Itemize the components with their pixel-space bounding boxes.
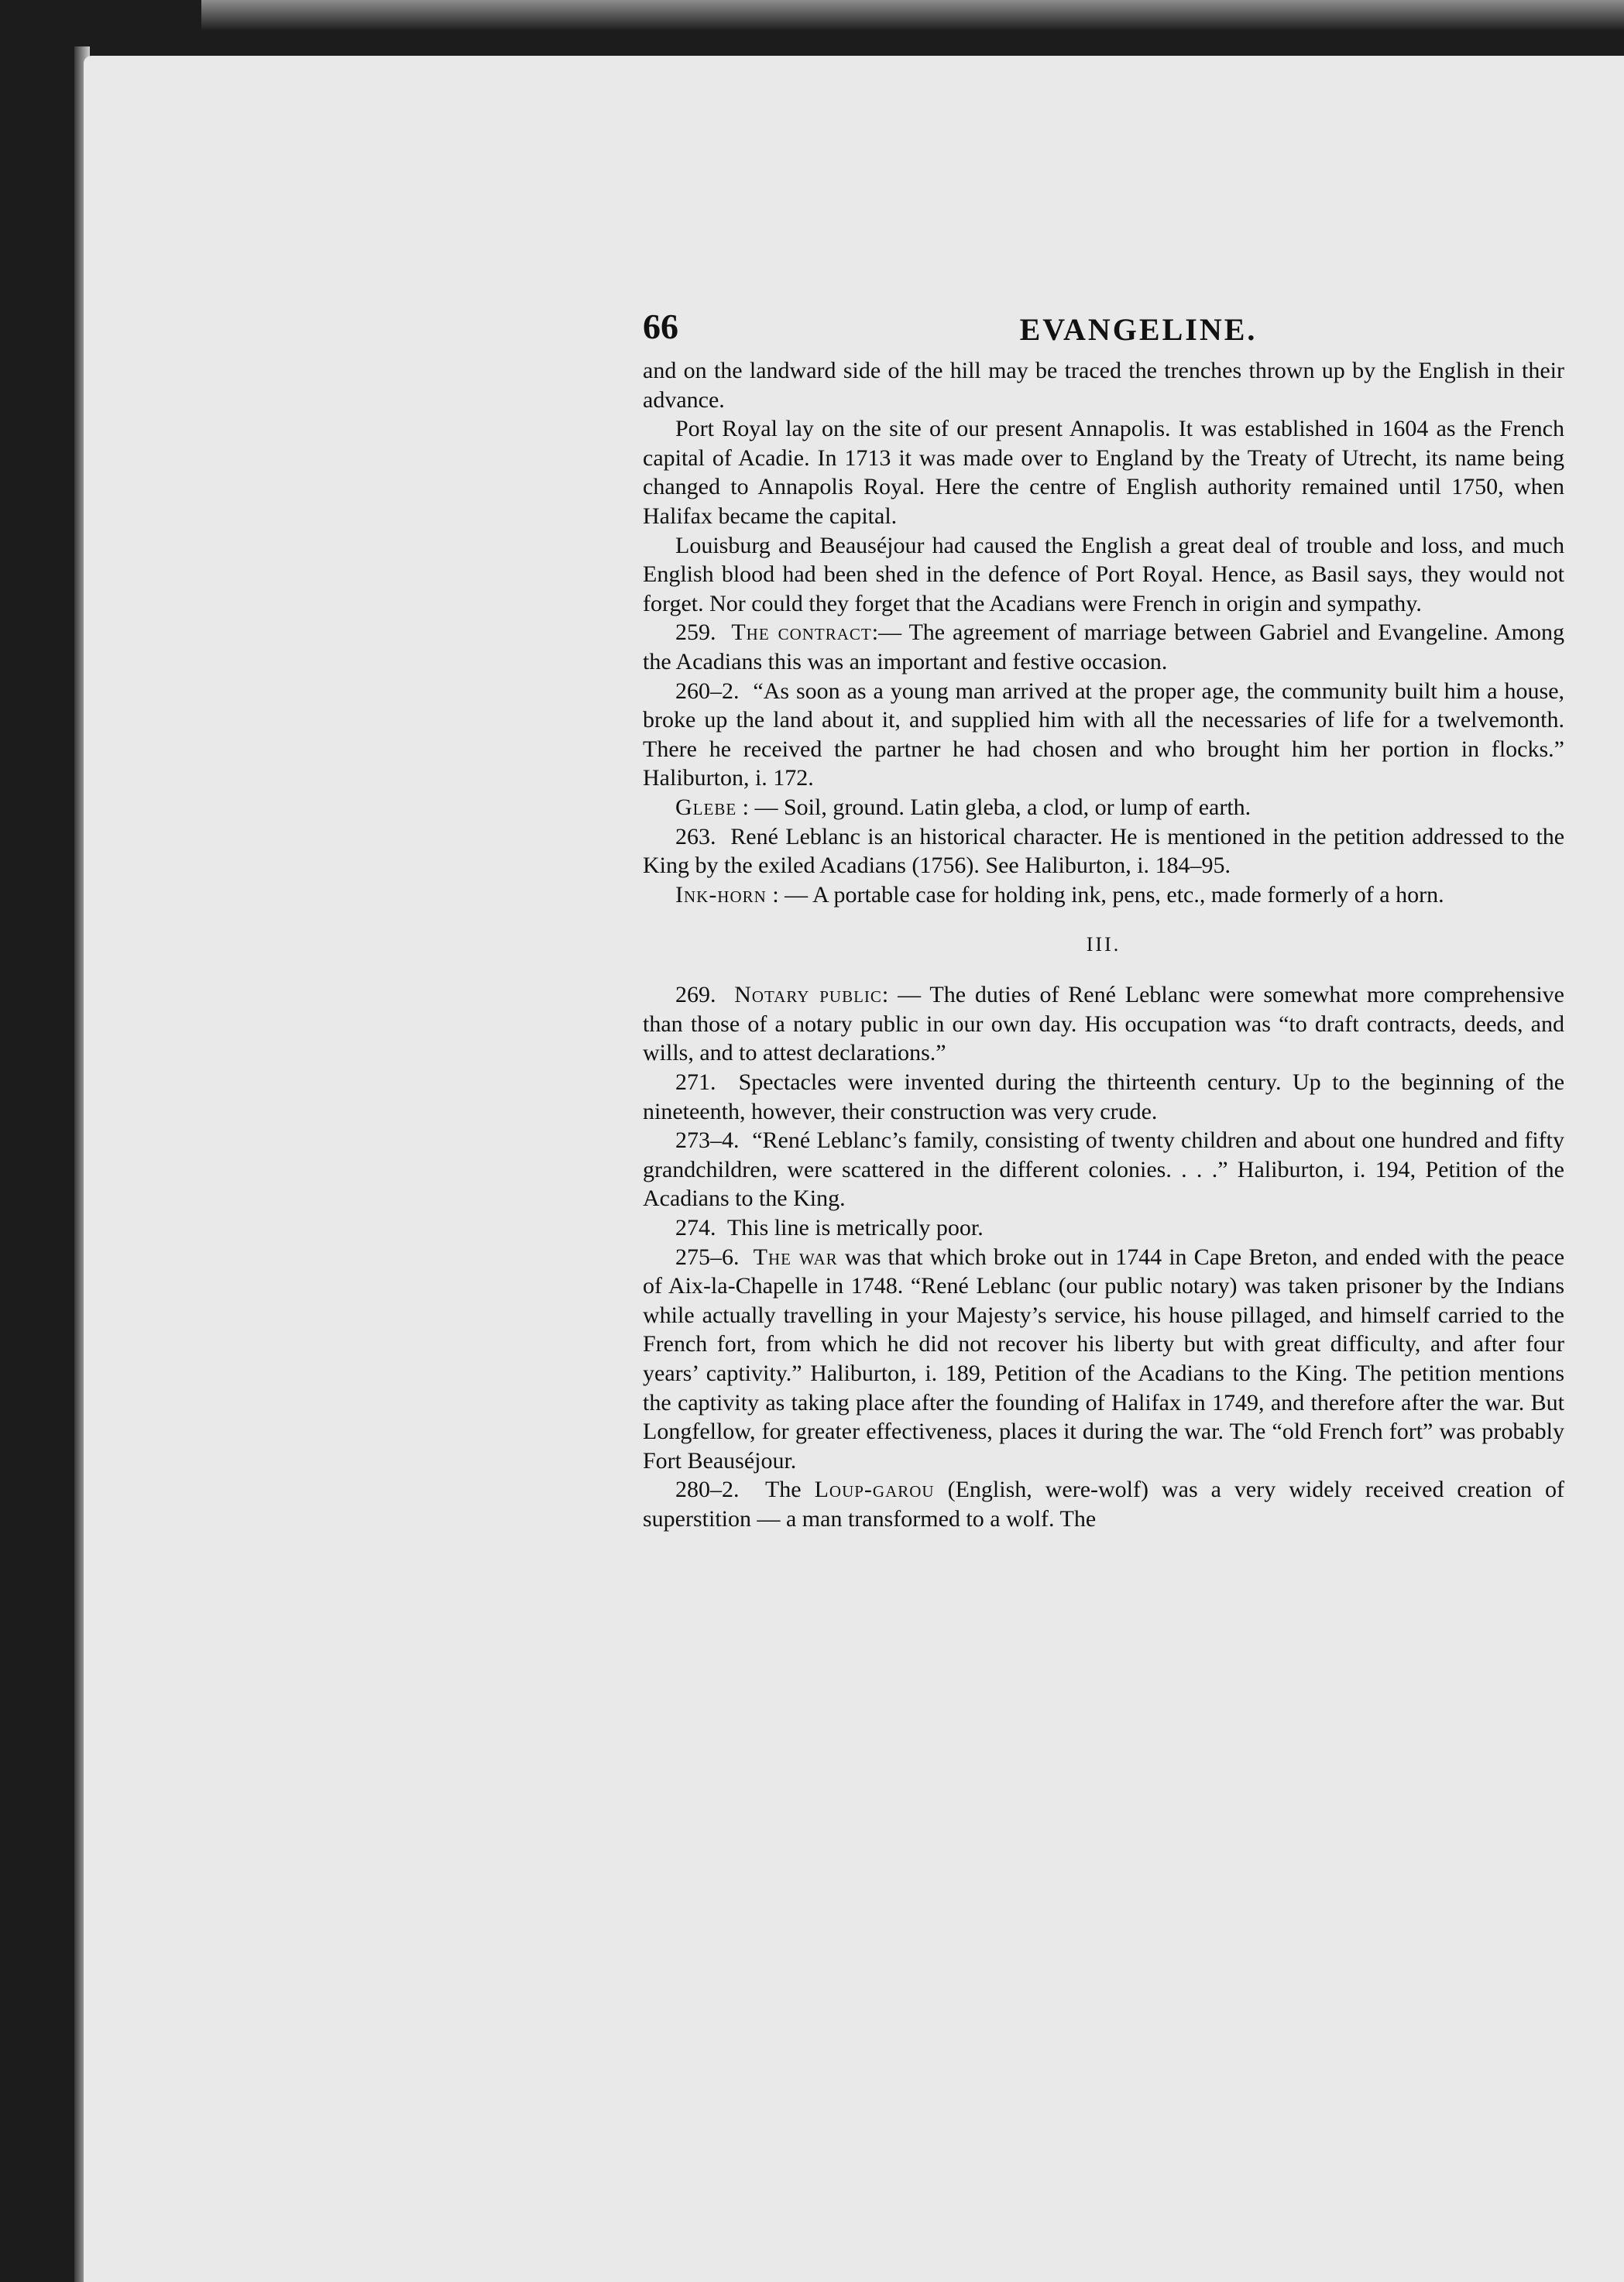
- note-glebe: [643, 793, 1564, 822]
- note-term: Glebe: [675, 794, 737, 820]
- section-heading: III.: [1086, 933, 1121, 956]
- paragraph-text: Louisburg and Beauséjour had caused the English a great deal of trouble and loss, and much English blood had been shed in the defence of Port Royal. Hence, as Basil says, they would not forget. Nor could they forget that the Acadians were French in origin and sympathy.: [643, 532, 1564, 616]
- note-number: 275–6.: [675, 1244, 740, 1270]
- note-number: 280–2.: [675, 1477, 740, 1503]
- note-ink-horn: [643, 880, 1564, 910]
- note-number: 263.: [675, 823, 716, 849]
- page-text-column: [643, 304, 1564, 1534]
- note-term: Loup-garou: [814, 1477, 935, 1503]
- note-280-2: [643, 1475, 1564, 1533]
- note-260-2: [643, 677, 1564, 793]
- paragraph-trenches: [643, 356, 1564, 414]
- note-text: : — A portable case for holding ink, pens, etc., made formerly of a horn.: [772, 881, 1444, 908]
- note-text: (English, were-wolf) was a very widely received creation of superstition — a man transformed to a wolf. The: [643, 1477, 1565, 1532]
- note-263: [643, 822, 1564, 880]
- note-274: [643, 1213, 1564, 1243]
- note-number: 273–4.: [675, 1127, 740, 1154]
- paragraph-port-royal: [643, 414, 1564, 530]
- note-259: [643, 618, 1564, 676]
- note-term: Ink-horn: [675, 881, 767, 908]
- note-term: Notary public: [734, 982, 882, 1008]
- note-number: 269.: [675, 982, 716, 1008]
- note-text: René Leblanc is an historical character. He is mentioned in the petition addressed to the King by the exiled Acadians (1756). See Haliburton, i. 184–95.: [643, 823, 1565, 879]
- paragraph-louisburg: [643, 531, 1564, 619]
- running-head: [643, 304, 1564, 353]
- note-number: 260–2.: [675, 678, 740, 704]
- note-text: Spectacles were invented during the thirteenth century. Up to the beginning of the nineteenth, however, their construction was very crude.: [643, 1069, 1565, 1124]
- paragraph-text: Port Royal lay on the site of our present Annapolis. It was established in 1604 as the French capital of Acadie. In 1713 it was made over to England by the Treaty of Utrecht, its name being changed to Annapolis Royal. Here the centre of English authority remained until 1750, when Halifax became the capital.: [643, 416, 1564, 529]
- note-number: 274.: [675, 1215, 716, 1241]
- note-number: 259.: [675, 619, 716, 646]
- note-273-4: [643, 1126, 1564, 1213]
- page-number: 66: [643, 307, 678, 346]
- note-271: [643, 1068, 1564, 1126]
- running-title: EVANGELINE.: [1019, 312, 1258, 347]
- note-text: This line is metrically poor.: [726, 1215, 984, 1241]
- note-text: “René Leblanc’s family, consisting of twenty children and about one hundred and fifty grandchildren, were scattered in the different colonies. . . .” Haliburton, i. 194, Petition of the Acadians to the King.: [643, 1127, 1564, 1212]
- note-269: [643, 980, 1564, 1068]
- note-text: was that which broke out in 1744 in Cape Breton, and ended with the peace of Aix-la-Chapelle in 1748. “René Leblanc (our public notary) was taken prisoner by the Indians while actually travelling in your Majesty’s service, his house pillaged, and himself carried to the French fort, from which he did not recover his liberty but with great difficulty, and after four years’ captivity.” Haliburton, i. 189, Petition of the Acadians to the King. The petition mentions the captivity as taking place after the founding of Halifax in 1749, and therefore after the war. But Longfellow, for greater effectiveness, places it during the war. The “old French fort” was probably Fort Beauséjour.: [643, 1244, 1565, 1474]
- note-term: The war: [753, 1244, 838, 1270]
- paragraph-text: and on the landward side of the hill may be traced the trenches thrown up by the English in their advance.: [643, 358, 1564, 413]
- note-text: : — The duties of René Leblanc were somewhat more comprehensive than those of a notary public in our own day. His occupation was “to draft contracts, deeds, and wills, and to attest declarations.”: [643, 982, 1564, 1066]
- note-number: 271.: [675, 1069, 716, 1096]
- note-term: The contract: [731, 619, 872, 646]
- note-275-6: [643, 1243, 1564, 1476]
- note-text-before: The: [764, 1477, 802, 1503]
- note-text: :— The agreement of marriage between Gabriel and Evangeline. Among the Acadians this was an important and festive occasion.: [643, 619, 1564, 674]
- note-text: “As soon as a young man arrived at the proper age, the community built him a house, broke up the land about it, and supplied him with all the necessaries of life for a twelvemonth. There he received the partner he had chosen and who brought him her portion in flocks.” Haliburton, i. 172.: [643, 678, 1565, 791]
- note-text: : — Soil, ground. Latin gleba, a clod, or lump of earth.: [742, 794, 1251, 820]
- scan-top-edge: [201, 0, 1624, 31]
